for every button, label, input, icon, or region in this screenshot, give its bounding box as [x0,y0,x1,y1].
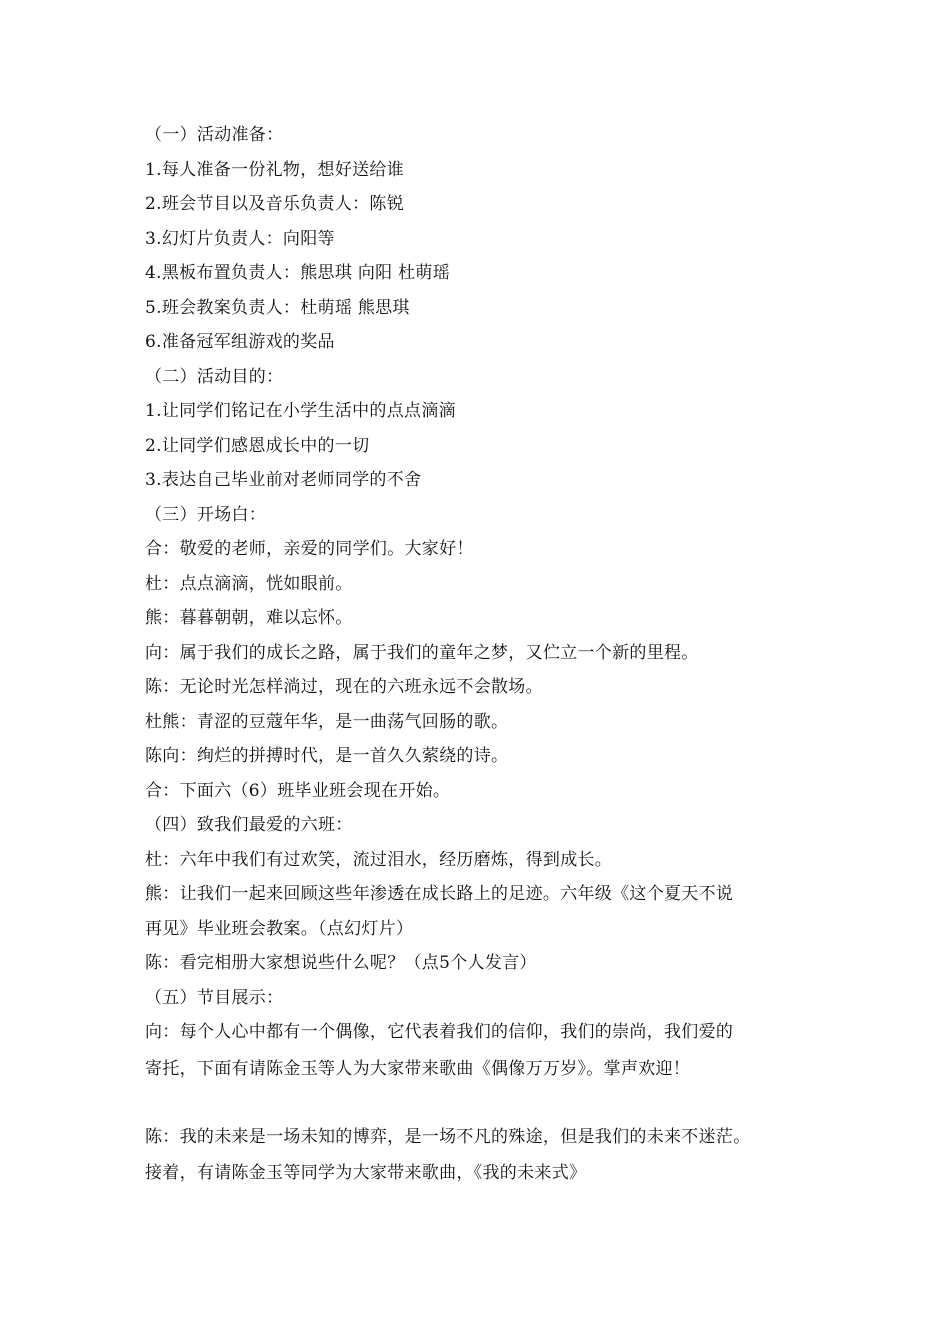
text-line: 杜熊：青涩的豆蔻年华，是一曲荡气回肠的歌。 [145,712,509,732]
section-heading-preparation: （一）活动准备： [145,125,284,145]
text-line: 2.班会节目以及音乐负责人：陈锐 [145,194,405,214]
text-line: 3.幻灯片负责人：向阳等 [145,229,335,249]
text-line: 再见》毕业班会教案。（点幻灯片） [145,919,414,939]
text-line: 熊：暮暮朝朝，难以忘怀。 [145,608,353,628]
text-line: 4.黑板布置负责人：熊思琪 向阳 杜萌瑶 [145,263,451,283]
text-line: 2.让同学们感恩成长中的一切 [145,436,370,456]
text-line: 陈：看完相册大家想说些什么呢？（点5个人发言） [145,953,537,973]
text-line: 1.让同学们铭记在小学生活中的点点滴滴 [145,401,456,421]
text-line: 杜：六年中我们有过欢笑，流过泪水，经历磨炼，得到成长。 [145,850,613,870]
text-line: 陈：我的未来是一场未知的博弈，是一场不凡的殊途，但是我们的未来不迷茫。 [145,1127,751,1147]
text-line: 杜：点点滴滴，恍如眼前。 [145,574,353,594]
text-line: 陈：无论时光怎样淌过，现在的六班永远不会散场。 [145,677,543,697]
text-line: 接着，有请陈金玉等同学为大家带来歌曲，《我的未来式》 [145,1163,587,1183]
text-line: 向：每个人心中都有一个偶像，它代表着我们的信仰，我们的崇尚，我们爱的 [145,1022,734,1042]
text-line: 陈向：绚烂的拼搏时代，是一首久久萦绕的诗。 [145,746,509,766]
text-line: 熊：让我们一起来回顾这些年渗透在成长路上的足迹。六年级《这个夏天不说 [145,884,734,904]
text-line: 5.班会教案负责人：杜萌瑶 熊思琪 [145,298,410,318]
text-line: 6.准备冠军组游戏的奖品 [145,332,335,352]
text-line: 寄托，下面有请陈金玉等人为大家带来歌曲《偶像万万岁》。掌声欢迎！ [145,1059,691,1079]
section-heading-performances: （五）节目展示： [145,988,284,1008]
section-heading-purpose: （二）活动目的： [145,367,284,387]
text-line: 3.表达自己毕业前对老师同学的不舍 [145,470,422,490]
section-heading-class-six: （四）致我们最爱的六班： [145,815,353,835]
text-line: 向：属于我们的成长之路，属于我们的童年之梦，又伫立一个新的里程。 [145,643,699,663]
text-line: 合：敬爱的老师，亲爱的同学们。大家好！ [145,539,474,559]
text-line: 合：下面六（6）班毕业班会现在开始。 [145,781,451,801]
text-line: 1.每人准备一份礼物，想好送给谁 [145,160,405,180]
section-heading-opening: （三）开场白： [145,505,267,525]
